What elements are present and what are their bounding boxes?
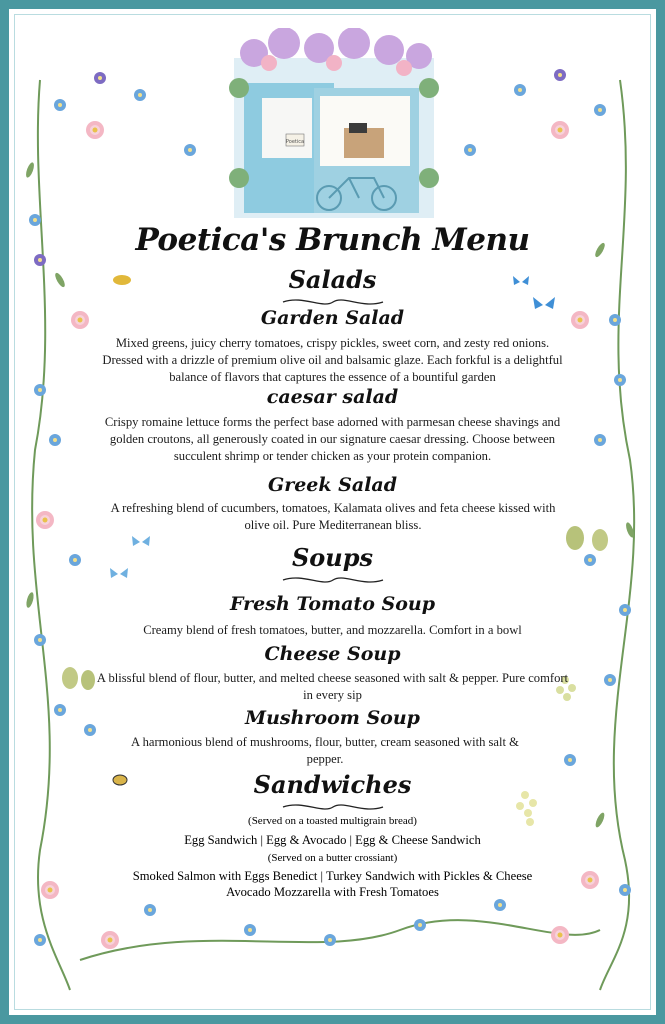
item-title-greek-salad: Greek Salad <box>267 474 398 496</box>
item-desc-greek-salad: A refreshing blend of cucumbers, tomatoes, Kalamata olives and feta cheese kissed with olive oil. Pure Mediterranean bliss. <box>110 501 556 532</box>
sandwich-note-croissant: (Served on a butter crossiant) <box>267 852 398 864</box>
item-title-caesar-salad: caesar salad <box>266 386 399 408</box>
sandwich-line-egg: Egg Sandwich | Egg & Avocado | Egg & Cheese Sandwich <box>184 833 481 847</box>
divider-swirl <box>278 802 388 812</box>
item-desc-cheese-soup: A blissful blend of flour, butter, and melted cheese seasoned with salt & pepper. Pure comfort in every sip <box>96 671 569 702</box>
section-heading-salads: Salads <box>288 265 377 294</box>
section-heading-sandwiches: Sandwiches <box>253 770 412 799</box>
item-title-cheese-soup: Cheese Soup <box>264 643 401 665</box>
item-title-tomato-soup: Fresh Tomato Soup <box>230 593 435 615</box>
sandwich-line-avocado: Avocado Mozzarella with Fresh Tomatoes <box>226 885 439 899</box>
item-desc-mushroom-soup: A harmonious blend of mushrooms, flour, butter, cream seasoned with salt & pepper. <box>131 735 519 766</box>
storefront-illustration <box>224 28 444 223</box>
sandwich-note-multigrain: (Served on a toasted multigrain bread) <box>248 815 417 827</box>
shop-sign: Poetica <box>285 139 305 145</box>
divider-swirl <box>278 297 388 307</box>
sandwich-line-salmon-turkey: Smoked Salmon with Eggs Benedict | Turkey Sandwich with Pickles & Cheese <box>132 869 533 883</box>
item-desc-caesar-salad: Crispy romaine lettuce forms the perfect base adorned with parmesan cheese shavings and golden croutons, all generously coated in our signature caesar dressing. Choose between succulent shrimp or tender chicken as your protein companion. <box>104 415 561 463</box>
item-title-mushroom-soup: Mushroom Soup <box>245 707 420 729</box>
page-title: Poetica's Brunch Menu <box>135 222 530 258</box>
item-title-garden-salad: Garden Salad <box>260 307 405 329</box>
item-desc-tomato-soup: Creamy blend of fresh tomatoes, butter, and mozzarella. Comfort in a bowl <box>143 623 522 637</box>
item-desc-garden-salad: Mixed greens, juicy cherry tomatoes, crispy pickles, sweet corn, and zesty red onions. Dressed with a drizzle of premium olive oil and balsamic glaze. Each forkful is a delightful balance of flavors that captures the essence of a bountiful garden <box>102 336 563 384</box>
divider-swirl <box>278 575 388 585</box>
section-heading-soups: Soups <box>291 543 374 572</box>
